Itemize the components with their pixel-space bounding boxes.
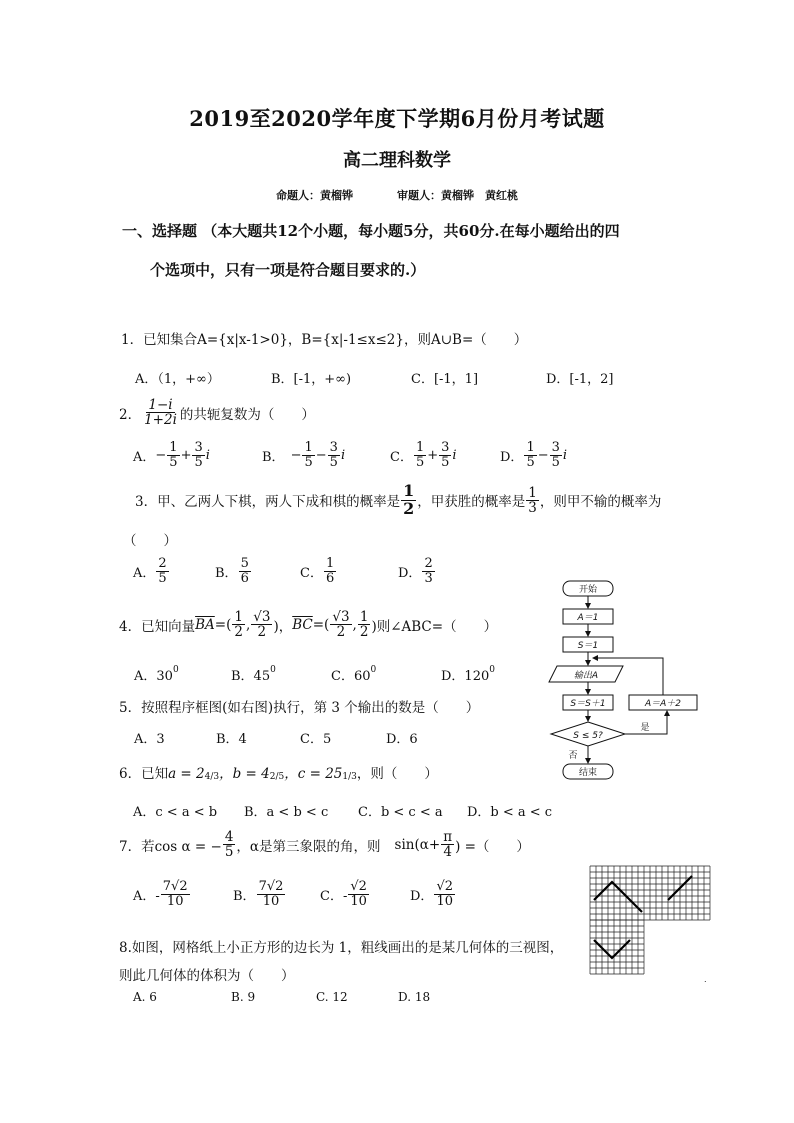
q7-option-b: [233, 880, 286, 908]
q2-b-sign2: −: [315, 447, 327, 463]
q2-option-d: [500, 441, 567, 469]
q4-option-c: [331, 665, 376, 684]
q7-c-label: C．-: [320, 888, 348, 904]
q6-option-a: A．c < a < b: [133, 805, 218, 820]
q7-part3: sin(α+: [394, 836, 441, 853]
q1-option-b: B．[-1，+∞): [271, 372, 352, 387]
q6-b-exp: 2/5: [269, 772, 285, 782]
q4-option-b: [231, 665, 276, 684]
q4-a-text: A．30: [134, 669, 173, 684]
q3-d-n: 2: [424, 556, 433, 571]
question-2-text: [119, 398, 315, 427]
q7-option-a: [133, 880, 191, 908]
q7-option-c: [320, 880, 370, 908]
q2-b-d1: 5: [304, 454, 313, 470]
q3-f2-num: 1: [528, 484, 537, 501]
q4-a-degree: 0: [172, 665, 179, 675]
q4-option-a: [134, 665, 179, 684]
q3-option-b: [215, 557, 252, 585]
q2-c-n2: 3: [441, 440, 450, 455]
q7-a-d: 10: [166, 893, 184, 909]
q6-a: a = 2: [168, 766, 205, 782]
q7-part4: ) =（ ）: [455, 838, 530, 855]
q2-option-c: [390, 441, 457, 469]
q6-tail: ，则（ ）: [356, 766, 438, 782]
q7-a-label: A．-: [133, 888, 160, 904]
q3-c-label: C．: [300, 565, 323, 581]
q3-b-n: 5: [240, 556, 249, 571]
q2-c-label: C．: [390, 449, 413, 465]
flow-no-label: 否: [568, 751, 578, 761]
svg-text:.: .: [704, 975, 707, 984]
q3-part2: ，甲获胜的概率是: [417, 494, 526, 511]
q8-option-c: C. 12: [316, 990, 348, 1004]
q3-d-d: 3: [424, 570, 433, 586]
q5-option-b: B．4: [216, 732, 247, 747]
q2-a-n1: 1: [169, 440, 178, 455]
flow-start-label: 开始: [578, 585, 598, 595]
q7-d-d: 10: [436, 893, 453, 909]
q7-part2: ，α是第三象限的角，则: [236, 838, 381, 855]
exam-title: 2019至2020学年度下学期6月份月考试题: [189, 106, 605, 131]
q3-blank: （ ）: [123, 533, 177, 549]
q8-option-a: A. 6: [133, 990, 157, 1004]
exam-subtitle: 高二理科数学: [343, 150, 451, 171]
q4-comma1: ,: [245, 616, 251, 633]
q3-d-label: D．: [398, 565, 422, 581]
q7-f-num: 4: [224, 829, 234, 845]
q4-eq2: =(: [312, 616, 330, 633]
q3-part1: 3．甲、乙两人下棋，两人下成和棋的概率是: [135, 494, 401, 511]
q3-a-d: 5: [158, 570, 167, 586]
q2-d-n2: 3: [551, 440, 560, 455]
top-view-outline: [594, 940, 630, 958]
q4-d-n: 1: [359, 609, 369, 625]
q1-option-d: D．[-1，2]: [546, 372, 614, 387]
q6-part1: 6．已知: [119, 766, 169, 782]
q2-fraction: [142, 398, 179, 427]
q3-c-n: 1: [325, 556, 335, 571]
q2-c-d1: 5: [415, 454, 425, 470]
flow-a-init-label: A＝1: [577, 613, 599, 623]
flow-s-inc-label: S＝S＋1: [570, 699, 606, 709]
q4-b-degree: 0: [270, 665, 276, 675]
q6-c-exp: 1/3: [342, 772, 357, 782]
q2-a-d1: 5: [169, 454, 178, 470]
q2-c-d2: 5: [441, 454, 450, 470]
flow-a-inc-label: A＝A＋2: [644, 699, 682, 709]
q6-option-b: B．a < b < c: [244, 805, 329, 820]
exam-authors: 命题人：黄榴铧 审题人：黄榴铧 黄红桃: [276, 189, 518, 202]
q2-b-i: i: [340, 447, 346, 463]
question-6-text: [119, 762, 438, 782]
flow-s-init-label: S＝1: [577, 641, 599, 651]
q1-option-c: C．[-1，1]: [411, 372, 479, 387]
q7-b-n: 7√2: [258, 879, 284, 894]
q5-option-d: D．6: [386, 732, 418, 747]
q7-c-d: 10: [350, 893, 367, 909]
q4-c-d: 2: [336, 624, 346, 641]
q4-eq1: =(: [214, 616, 232, 633]
q3-b-d: 6: [240, 570, 249, 586]
q2-tail: 的共轭复数为（ ）: [179, 406, 315, 423]
question-4-text: [119, 610, 497, 639]
q2-c-n1: 1: [415, 440, 425, 455]
q7-b-d: 10: [262, 893, 280, 909]
q4-d-text: D．120: [441, 669, 490, 684]
q4-vector-bc: $\overline{BC}$: [292, 616, 313, 633]
q4-vector-ba: $\overline{BA}$: [195, 616, 215, 633]
q4-close1: )，: [273, 618, 293, 635]
q2-d-sign2: −: [537, 447, 549, 463]
flow-cond-label: S ≤ 5?: [573, 731, 603, 741]
question-1-text: 1．已知集合A={x|x-1>0}，B={x|-1≤x≤2}，则A∪B=（ ）: [121, 332, 528, 348]
front-view-outline: [594, 882, 642, 912]
q5-option-a: A．3: [134, 732, 165, 747]
q2-option-b: [262, 441, 345, 469]
q3-a-label: A．: [133, 565, 156, 581]
q7-c-n: √2: [350, 879, 367, 894]
q2-b-n1: 1: [304, 440, 313, 455]
q2-b-sign1: −: [290, 447, 302, 463]
question-8-line2: 则此几何体的体积为（ ）: [119, 968, 295, 984]
q3-option-d: [398, 557, 436, 585]
q8-option-d: D. 18: [398, 990, 431, 1004]
q3-f1-num: 1: [403, 481, 415, 500]
q2-frac-den: 1+2i: [144, 412, 177, 429]
q2-d-d1: 5: [526, 454, 535, 470]
q3-option-c: [300, 557, 337, 585]
question-3-text: [135, 483, 661, 518]
q2-d-i: i: [562, 447, 568, 463]
three-view-grid-figure: [588, 864, 712, 984]
q4-comma2: ,: [352, 616, 357, 633]
q2-c-sign2: +: [427, 447, 439, 463]
q2-a-sign1: −: [155, 447, 167, 463]
question-8-line1: 8.如图，网格纸上小正方形的边长为 1，粗线画出的是某几何体的三视图，: [119, 940, 564, 956]
section-heading-line1: 一、选择题 （本大题共12个小题，每小题5分，共60分.在每小题给出的四: [122, 222, 620, 240]
q3-option-a: [133, 557, 170, 585]
flow-end-label: 结束: [578, 768, 598, 778]
q4-part1: 4．已知向量: [119, 618, 196, 635]
q2-d-label: D．: [500, 449, 524, 465]
q2-a-n2: 3: [194, 440, 203, 455]
section-heading-line2: 个选项中，只有一项是符合题目要求的.）: [150, 261, 426, 279]
q6-option-d: D．b < a < c: [467, 805, 553, 820]
q7-part1: 7．若cos α = −: [119, 838, 222, 855]
q4-a-d: 2: [234, 624, 243, 641]
q7-g-den: 4: [443, 844, 452, 861]
q2-option-a: [133, 441, 210, 469]
q2-number: 2．: [119, 406, 142, 423]
q2-frac-num: 1−i: [148, 397, 173, 413]
q6-b: ，b = 4: [219, 766, 270, 782]
q2-c-i: i: [452, 447, 457, 463]
q2-d-d2: 5: [551, 454, 560, 470]
q4-c-text: C．60: [331, 669, 371, 684]
q2-a-sign2: +: [180, 447, 192, 463]
flow-yes-label: 是: [640, 723, 650, 733]
q2-a-i: i: [205, 447, 210, 463]
q7-g-num: π: [443, 829, 453, 845]
flow-output-label: 输出A: [573, 671, 599, 681]
q4-b-d: 2: [257, 624, 267, 641]
q4-c-degree: 0: [370, 665, 377, 675]
q7-d-label: D．: [410, 888, 434, 904]
q7-option-d: [410, 880, 456, 908]
q4-c-n: √3: [332, 609, 350, 625]
q8-option-b: B. 9: [231, 990, 256, 1004]
q7-d-n: √2: [436, 879, 453, 894]
q2-b-label: B．: [262, 449, 285, 465]
q2-d-n1: 1: [526, 440, 535, 455]
q6-c: ，c = 25: [284, 766, 343, 782]
q2-b-d2: 5: [329, 454, 338, 470]
q3-b-label: B．: [215, 565, 238, 581]
flowchart-diagram: [545, 578, 705, 784]
q4-close2: )则∠ABC=（ ）: [371, 618, 498, 635]
q2-a-label: A．: [133, 449, 156, 465]
q6-option-c: C．b < c < a: [358, 805, 443, 820]
q5-option-c: C．5: [300, 732, 332, 747]
question-7-text: [119, 830, 530, 859]
q3-f2-den: 3: [528, 499, 537, 516]
q6-a-exp: 4/3: [204, 772, 220, 782]
q1-option-a: A．（1，+∞）: [135, 372, 220, 387]
question-5-text: 5．按照程序框图(如右图)执行，第 3 个输出的数是（ ）: [119, 700, 480, 716]
q4-d-degree: 0: [489, 665, 495, 675]
q7-b-label: B．: [233, 888, 256, 904]
q7-a-n: 7√2: [162, 879, 188, 894]
q4-b-text: B．45: [231, 669, 271, 684]
q4-b-n: √3: [253, 609, 271, 625]
q3-part3: ，则甲不输的概率为: [539, 494, 662, 511]
q4-a-n: 1: [234, 609, 243, 625]
q4-option-d: [441, 665, 495, 684]
q3-a-n: 2: [158, 556, 167, 571]
q2-b-n2: 3: [329, 440, 338, 455]
q3-c-d: 6: [325, 570, 335, 586]
q3-f1-den: 2: [403, 498, 415, 518]
q4-d-d: 2: [359, 624, 369, 641]
q2-a-d2: 5: [194, 454, 203, 470]
q7-f-den: 5: [224, 844, 234, 861]
